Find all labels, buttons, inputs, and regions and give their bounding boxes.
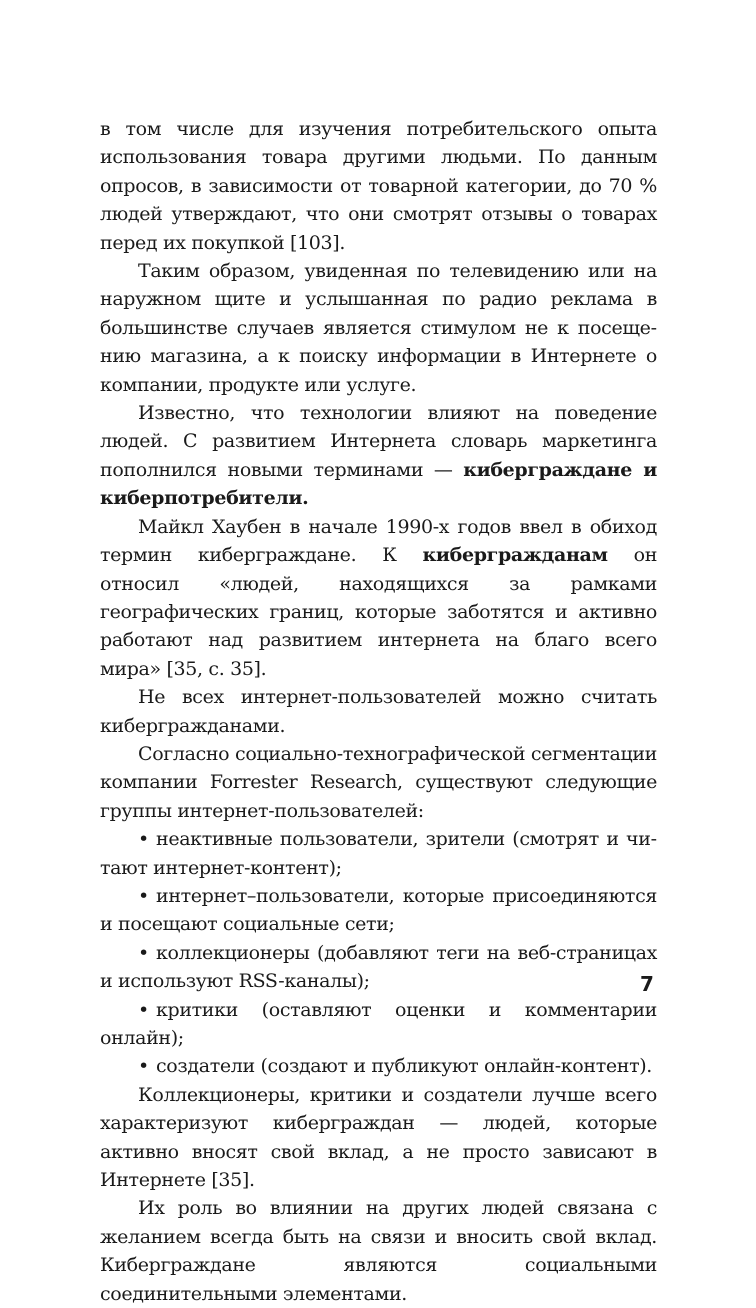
- paragraph-6: Согласно социально-технографической сегментации компании Forrester Research, существуют следующие группы интернет-пользователей:: [100, 742, 657, 822]
- bullet-icon: •: [138, 884, 149, 907]
- bullet-icon: •: [138, 1055, 149, 1078]
- paragraph-3: [100, 399, 657, 513]
- paragraph-4-term: кибергражданам: [422, 544, 608, 567]
- paragraph-5: Не всех интернет-пользователей можно считать кибергражданами.: [100, 686, 657, 737]
- list-item: [100, 996, 657, 1053]
- list-item-text: создатели (создают и публикуют онлайн-контент).: [156, 1055, 652, 1078]
- list-item: [100, 825, 657, 882]
- paragraph-4: [100, 513, 657, 683]
- paragraph-7: Коллекционеры, критики и создатели лучше всего характеризуют киберграждан — людей, которые активно вносят свой вклад, а не просто зависают в Интернете [35].: [100, 1083, 657, 1192]
- paragraph-2: Таким образом, увиденная по телевидению или на наружном щите и услышанная по радио реклама в большинстве случаев является стимулом не к посещению магазина, а к поиску информации в Интернете о компании, продукте или услуге.: [100, 260, 657, 396]
- page-number: 7: [640, 972, 654, 996]
- list-item-text: неактивные пользователи, зрители (смотрят и читают интернет-контент);: [100, 828, 657, 879]
- paragraph-4-text-b: он относил «людей, находящихся за рамками географических границ, которые заботятся и активно работают над развитием интернета на благо всего мира» [35, с. 35].: [100, 544, 658, 680]
- bullet-icon: •: [138, 828, 149, 851]
- paragraph-1: в том числе для изучения потребительского опыта использования товара другими людьми. По данным опросов, в зависимости от товарной категории, до 70 % людей утверждают, что они смотрят отзывы о товарах перед их покупкой [103].: [100, 118, 657, 254]
- page-body: [100, 115, 657, 1308]
- list-item-text: интернет–пользователи, которые присоединяются и посещают социальные сети;: [100, 884, 657, 936]
- paragraph-8: Их роль во влиянии на других людей связана с желанием всегда быть на связи и вносить свой вклад. Киберграждане являются социальными соединительными элементами.: [100, 1197, 657, 1305]
- list-item-text: критики (оставляют оценки и комментарии онлайн);: [100, 998, 657, 1049]
- bullet-icon: •: [138, 998, 149, 1021]
- bullet-icon: •: [138, 941, 149, 964]
- list-item: [100, 939, 657, 996]
- list-item: [100, 882, 657, 939]
- list-item-text: коллекционеры (добавляют теги на веб-страницах и используют RSS-каналы);: [100, 941, 657, 993]
- list-item: [100, 1052, 657, 1080]
- paragraph-3-term: киберграждане и киберпотребители.: [100, 458, 657, 510]
- paragraph-3-text: Известно, что технологии влияют на поведение людей. С развитием Интернета словарь маркетинга пополнился новыми терминами —: [100, 402, 657, 481]
- paragraph-4-text-a: Майкл Хаубен в начале 1990-х годов ввел в обиход термин киберграждане. К: [100, 515, 657, 567]
